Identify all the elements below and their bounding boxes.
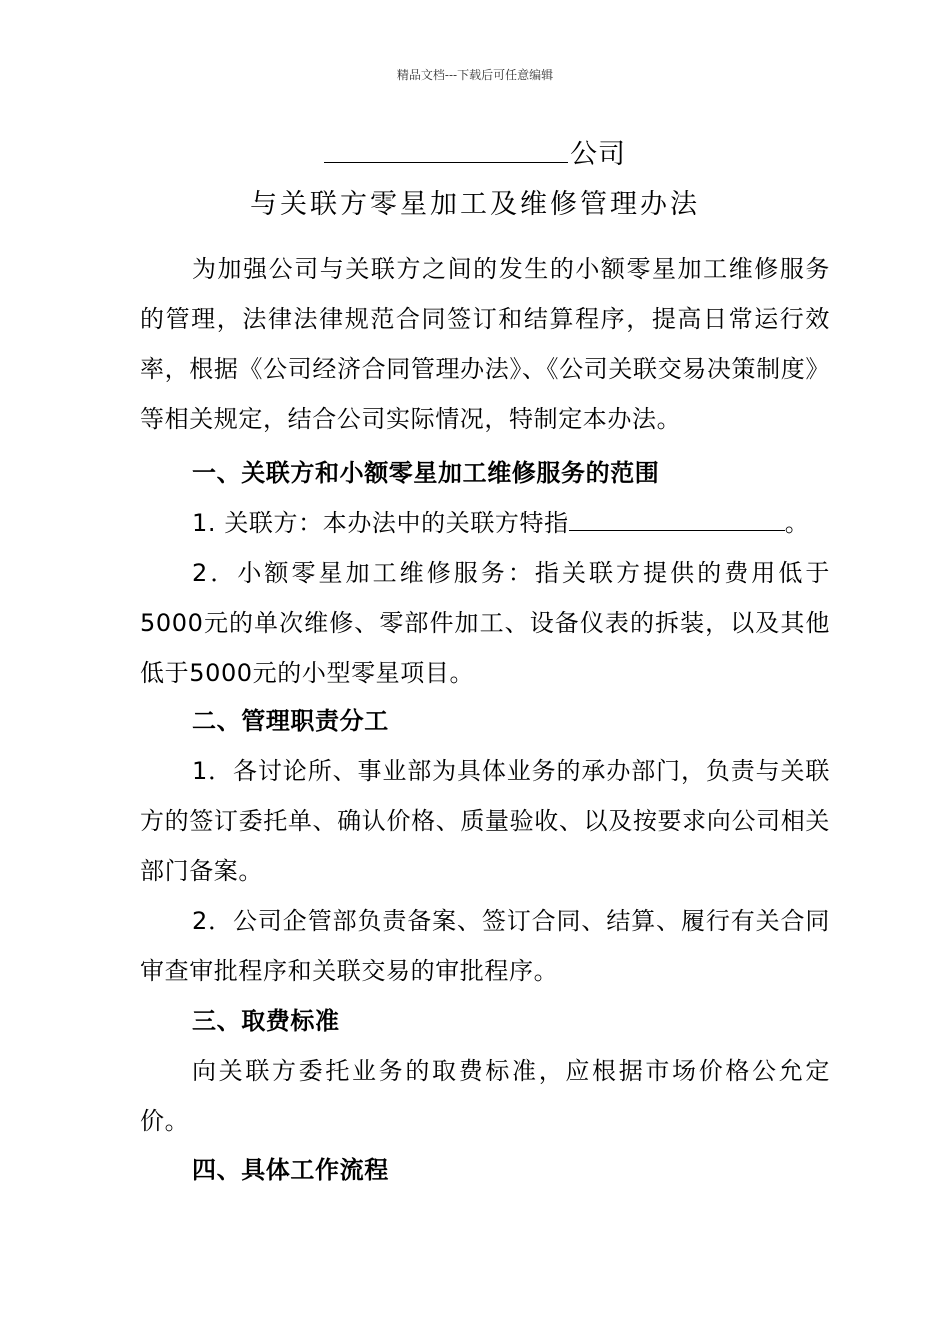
intro-block: [140, 244, 830, 444]
header-note: 精品文档---下载后可任意编辑: [396, 68, 554, 82]
company-title-line: [0, 132, 950, 171]
section-3-text: 向关联方委托业务的取费标准，应根据市场价格公允定价。: [140, 1057, 830, 1135]
section-1-item-2: 2．小额零星加工维修服务：指关联方提供的费用低于5000元的单次维修、零部件加工、设备仪表的拆装，以及其他低于5000元的小型零星项目。: [140, 559, 830, 687]
section-4-heading: 四、具体工作流程: [192, 1156, 389, 1184]
section-1-item-1-text: 1. 关联方：本办法中的关联方特指: [192, 509, 569, 537]
section-1-item-1: [140, 498, 830, 548]
document-title: 与关联方零星加工及维修管理办法: [250, 189, 700, 220]
section-2-item-1: 1．各讨论所、事业部为具体业务的承办部门，负责与关联方的签订委托单、确认价格、质量验收、以及按要求向公司相关部门备案。: [140, 757, 830, 885]
section-1-item-2-block: [140, 548, 830, 698]
section-3-heading: 三、取费标准: [192, 1007, 340, 1035]
section-2-heading: 二、管理职责分工: [192, 707, 389, 735]
intro-paragraph: 为加强公司与关联方之间的发生的小额零星加工维修服务的管理，法律法律规范合同签订和结算程序，提高日常运行效率，根据《公司经济合同管理办法》、《公司关联交易决策制度》等相关规定，结合公司实际情况，特制定本办法。: [140, 255, 830, 433]
related-party-blank: [569, 510, 785, 531]
section-1-item-1-end: 。: [784, 509, 810, 537]
section-4: [140, 1145, 830, 1195]
section-2-item-2: 2．公司企管部负责备案、签订合同、结算、履行有关合同审查审批程序和关联交易的审批程序。: [140, 907, 830, 985]
section-2: [140, 696, 830, 996]
company-name-blank: [324, 136, 568, 163]
section-1: [140, 448, 830, 548]
company-suffix: 公司: [570, 139, 626, 170]
section-1-heading: 一、关联方和小额零星加工维修服务的范围: [192, 459, 660, 487]
section-3: [140, 996, 830, 1146]
